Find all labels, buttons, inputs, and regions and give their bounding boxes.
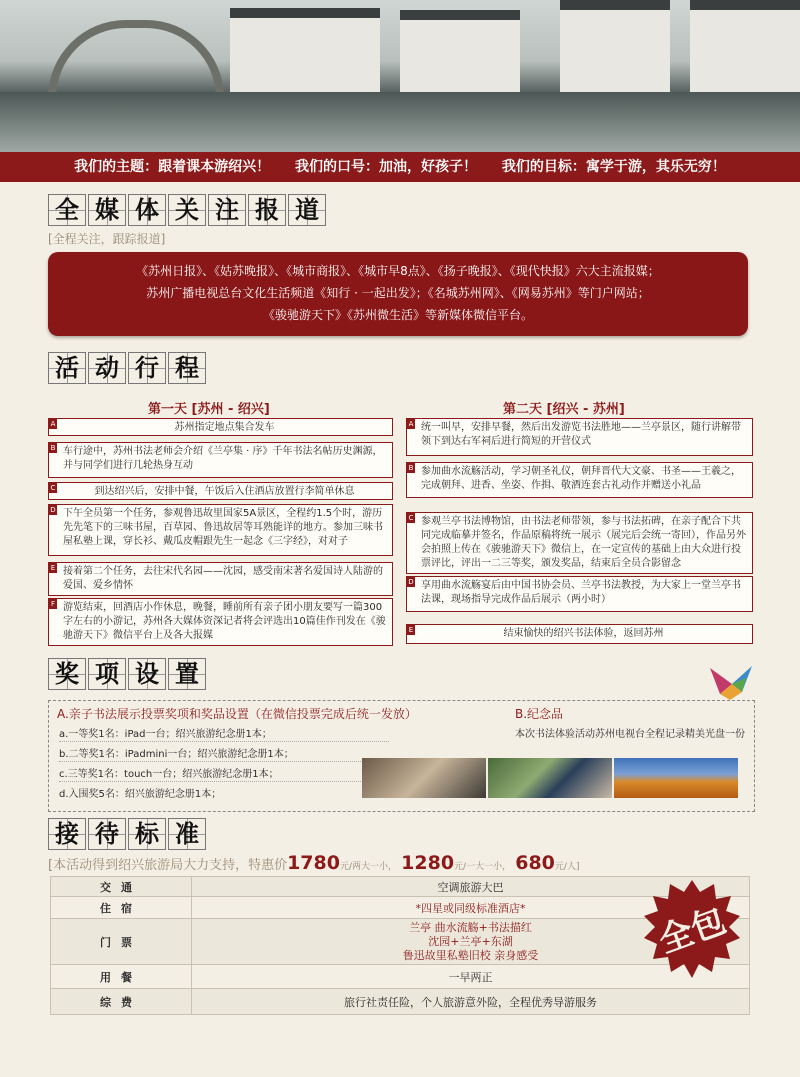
stamp-text: 全包 [653, 900, 732, 962]
item-text: 统一叫早，安排早餐，然后出发游览书法胜地——兰亭景区，随行讲解带领下到达右军祠后进行简短的开营仪式 [421, 422, 741, 447]
row-key: 住宿 [51, 897, 192, 919]
slogan-banner [0, 152, 800, 182]
title-char: 标 [128, 818, 166, 850]
day2-item-d [406, 576, 753, 612]
paper-crane-icon [706, 662, 754, 702]
divider [59, 781, 389, 782]
media-section-title [48, 194, 328, 226]
item-tag: B [408, 464, 414, 472]
item-text: 下午全员第一个任务，参观鲁迅故里国家5A景区，全程约1.5个时，游历先先笔下的三味书屋，百草园、鲁迅故居等耳熟能详的地方。参加三味书屋私塾上课，穿长衫、戴瓜皮帽跟先生一起念《三字经》，对对子 [63, 508, 383, 547]
award-item: a.一等奖1名：iPad一台；绍兴旅游纪念册1本； [59, 729, 272, 740]
hero-photo [0, 0, 800, 152]
ticket-line: 鲁迅故里私塾旧校 亲身感受 [402, 948, 539, 962]
title-char: 待 [88, 818, 126, 850]
table-row [51, 989, 750, 1015]
item-text: 结束愉快的绍兴书法体验，返回苏州 [503, 628, 664, 639]
day1-item-e [48, 562, 393, 596]
awards-b-header: B.纪念品 [515, 707, 564, 721]
item-tag: D [408, 578, 414, 586]
item-text: 到达绍兴后，安排中餐，午饭后入住酒店放置行李简单休息 [94, 486, 355, 497]
item-tag: D [50, 506, 56, 514]
title-char: 程 [168, 352, 206, 384]
title-char: 准 [168, 818, 206, 850]
item-tag: E [408, 626, 414, 634]
title-char: 媒 [88, 194, 126, 226]
title-char: 道 [288, 194, 326, 226]
divider [59, 761, 389, 762]
theme-text: 我们的主题：跟着课本游绍兴！ [74, 159, 271, 175]
price-pair: 1280 [401, 852, 455, 874]
price-line [48, 852, 579, 874]
canal-water [0, 92, 800, 152]
media-line: 《骏驰游天下》《苏州微生活》等新媒体微信平台。 [262, 308, 533, 322]
media-line: 《苏州日报》、《姑苏晚报》、《城市商报》、《城市早8点》、《扬子晚报》、《现代快报》六大主流报媒； [136, 264, 660, 278]
title-char: 全 [48, 194, 86, 226]
title-char: 奖 [48, 658, 86, 690]
day2-item-e [406, 624, 753, 644]
title-char: 关 [168, 194, 206, 226]
day2-heading: 第二天 [绍兴 - 苏州] [503, 402, 625, 417]
schedule-section-title [48, 352, 208, 384]
photo-autumn-trees [614, 758, 738, 798]
title-char: 置 [168, 658, 206, 690]
day2-item-a [406, 418, 753, 456]
all-inclusive-stamp [640, 878, 744, 982]
title-char: 行 [128, 352, 166, 384]
title-char: 设 [128, 658, 166, 690]
awards-section-title [48, 658, 208, 690]
row-key: 综费 [51, 989, 192, 1015]
ticket-line: 沈园+兰亭+东湖 [428, 934, 513, 948]
item-text: 参加曲水流觞活动，学习朝圣礼仪，朝拜晋代大文豪、书圣——王羲之，完成朝拜、进香、坐姿、作揖、敬酒连套古礼动作并赠送小礼品 [421, 466, 741, 491]
price-unit: 元/一大一小， [454, 862, 512, 872]
item-text: 苏州指定地点集合发车 [174, 422, 275, 433]
day1-item-f [48, 598, 393, 646]
title-char: 注 [208, 194, 246, 226]
ticket-line: 兰亭 曲水流觞+书法描红 [409, 920, 532, 934]
media-line: 苏州广播电视总台文化生活频道《知行 · 一起出发》；《名城苏州网》、《网易苏州》等门户网站； [146, 286, 650, 300]
awards-a-header: A.亲子书法展示投票奖项和奖品设置（在微信投票完成后统一发放） [57, 707, 417, 721]
price-unit: 元/人] [554, 862, 580, 872]
item-tag: A [408, 420, 414, 428]
day2-item-c [406, 512, 753, 574]
row-value: 旅行社责任险，个人旅游意外险，全程优秀导游服务 [192, 989, 750, 1015]
item-text: 参观兰亭书法博物馆，由书法老师带领，参与书法拓碑，在亲子配合下共同完成临摹并签名，作品原稿将统一展示（展完后会统一寄回），作品另外会拍照上传在《骏驰游天下》微信上，在一定宣传的基础上由大众进行投票评比，评出一二三等奖，颁发奖品，结束后全员合影留念 [421, 516, 746, 569]
row-value: 空调旅游大巴 [192, 877, 750, 897]
title-char: 报 [248, 194, 286, 226]
item-tag: F [50, 600, 56, 608]
goal-text: 我们的目标：寓学于游，其乐无穷！ [501, 159, 726, 175]
title-char: 体 [128, 194, 166, 226]
item-tag: B [50, 444, 56, 452]
item-tag: E [50, 564, 56, 572]
title-char: 动 [88, 352, 126, 384]
slogan-text: 我们的口号：加油，好孩子！ [295, 159, 477, 175]
day1-item-d [48, 504, 393, 556]
title-char: 接 [48, 818, 86, 850]
divider [59, 741, 389, 742]
title-char: 活 [48, 352, 86, 384]
day1-item-b [48, 442, 393, 478]
award-item: d.入围奖5名：绍兴旅游纪念册1本； [59, 789, 222, 800]
day2-item-b [406, 462, 753, 498]
award-item: c.三等奖1名：touch一台；绍兴旅游纪念册1本； [59, 769, 279, 780]
row-value: *四星或同级标准酒店* [192, 897, 750, 919]
item-tag: C [408, 514, 414, 522]
day1-item-c [48, 482, 393, 500]
row-key: 用餐 [51, 965, 192, 989]
item-text: 游览结束，回酒店小作休息，晚餐，睡前所有亲子团小朋友要写一篇300字左右的小游记，苏州各大媒体资深记者将会评选出10篇佳作刊发在《骏驰游天下》微信平台上及各大报媒 [63, 602, 386, 641]
house [400, 10, 520, 95]
day1-heading: 第一天 [苏州 - 绍兴] [148, 402, 270, 417]
item-text: 接着第二个任务，去往宋代名园——沈园，感受南宋著名爱国诗人陆游的爱国、爱乡情怀 [63, 566, 383, 591]
item-tag: A [50, 420, 56, 428]
item-text: 车行途中，苏州书法老师会介绍《兰亭集 · 序》千年书法名帖历史渊源，并与同学们进行几轮热身互动 [63, 446, 383, 471]
house [230, 8, 380, 98]
award-item: b.二等奖1名：iPadmini一台；绍兴旅游纪念册1本； [59, 749, 294, 760]
price-unit: 元/两大一小， [339, 862, 398, 872]
house [560, 0, 670, 95]
price-family: 1780 [287, 852, 340, 874]
title-char: 项 [88, 658, 126, 690]
photo-students [488, 758, 612, 798]
item-text: 享用曲水流觞宴后由中国书协会员、兰亭书法教授，为大家上一堂兰亭书法课，现场指导完成作品后展示（两小时） [421, 580, 741, 605]
photo-calligraphy-class [362, 758, 486, 798]
media-subtitle: [全程关注，跟踪报道] [48, 232, 166, 246]
day1-item-a [48, 418, 393, 436]
row-value: 一早两正 [192, 965, 750, 989]
media-list-box [48, 252, 748, 336]
item-tag: C [50, 484, 56, 492]
stone-bridge [48, 20, 224, 98]
row-key: 门票 [51, 919, 192, 965]
awards-b-text: 本次书法体验活动苏州电视台全程记录精美光盘一份 [515, 729, 745, 740]
price-prefix: [本活动得到绍兴旅游局大力支持，特惠价 [48, 858, 288, 873]
row-key: 交通 [51, 877, 192, 897]
house [690, 0, 800, 102]
reception-section-title [48, 818, 208, 850]
price-single: 680 [515, 852, 555, 874]
